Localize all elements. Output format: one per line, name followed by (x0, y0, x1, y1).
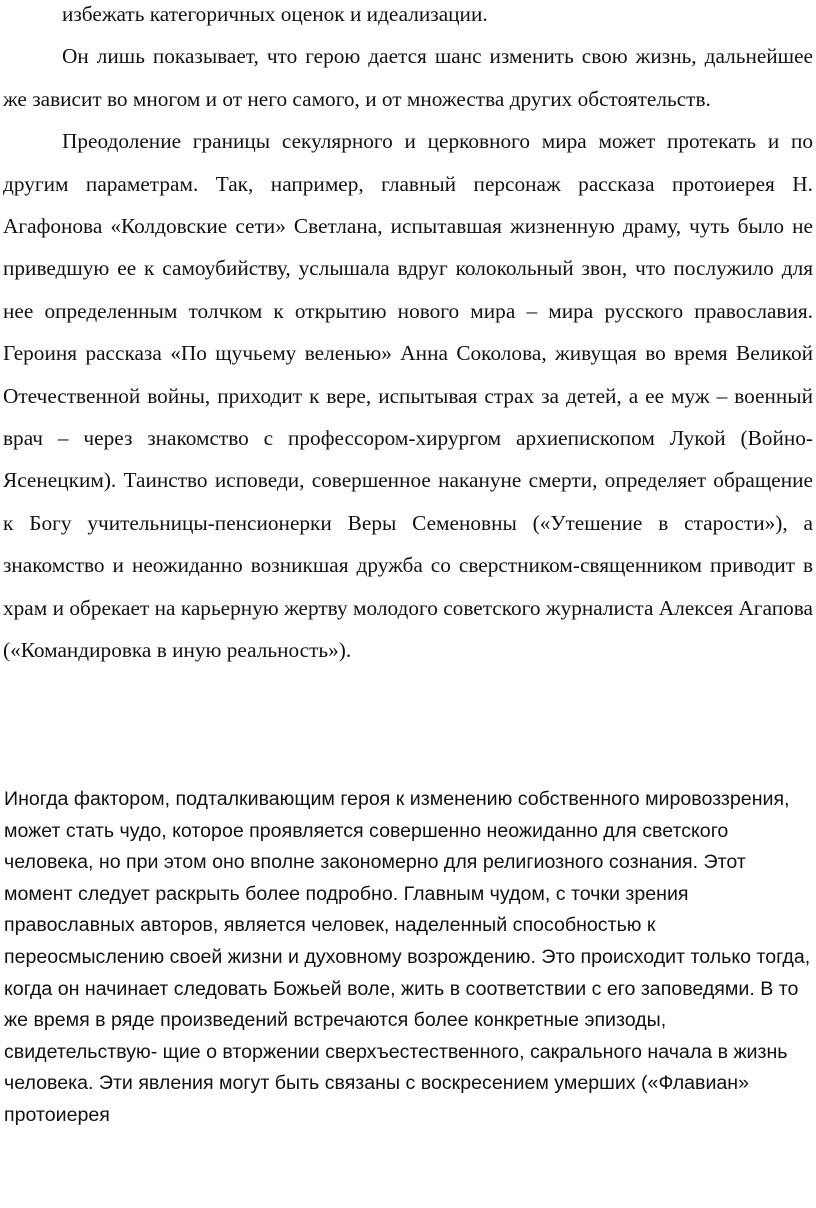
serif-text-block (3, 0, 813, 672)
paragraph-hero-chance: Он лишь показывает, что герою дается шанс изменить свою жизнь, дальнейшее же зависит во многом и от него самого, и от множества других обстоятельств. (3, 44, 813, 111)
paragraph-miracle: Иногда фактором, подталкивающим героя к изменению собственного мировоззрения, может стать чудо, которое проявляется совершенно неожиданно для светского человека, но при этом оно вполне закономерно для религиозного сознания. Этот момент следует раскрыть более подробно. Главным чудом, с точки зрения православных авторов, является человек, наделенный способностью к переосмыслению своей жизни и духовному возрождению. Это происходит только тогда, когда он начинает следовать Божьей воле, жить в соответствии с его заповедями. В то же время в ряде произведений встречаются более конкретные эпизоды, свидетельствую- щие о вторжении сверхъестественного, сакрального начала в жизнь человека. Эти явления могут быть связаны с воскресением умерших («Флавиан» протоиерея (4, 788, 811, 1126)
paragraph-secular-church-boundary: Преодоление границы секулярного и церковного мира может протекать и по другим параметрам. Так, например, главный персонаж рассказа протоиерея Н. Агафонова «Колдовские сети» Светлана, испытавшая жизненную драму, чуть было не приведшую ее к самоубийству, услышала вдруг колокольный звон, что послужило для нее определенным толчком к открытию нового мира – мира русского православия. Героиня рассказа «По щучьему веленью» Анна Соколова, живущая во время Великой Отечественной войны, приходит к вере, испытывая страх за детей, а ее муж – военный врач – через знакомство с профессором-хирургом архиепископом Лукой (Войно-Ясенецким). Таинство исповеди, совершенное накануне смерти, определяет обращение к Богу учительницы-пенсионерки Веры Семеновны («Утешение в старости»), а знакомство и неожиданно возникшая дружба со сверстником-священником приводит в храм и обрекает на карьерную жертву молодого советского журналиста Алексея Агапова («Командировка в иную реальность»). (3, 129, 813, 663)
paragraph-continuation: избежать категоричных оценок и идеализации. (62, 2, 488, 26)
sans-text-block (4, 784, 814, 1132)
